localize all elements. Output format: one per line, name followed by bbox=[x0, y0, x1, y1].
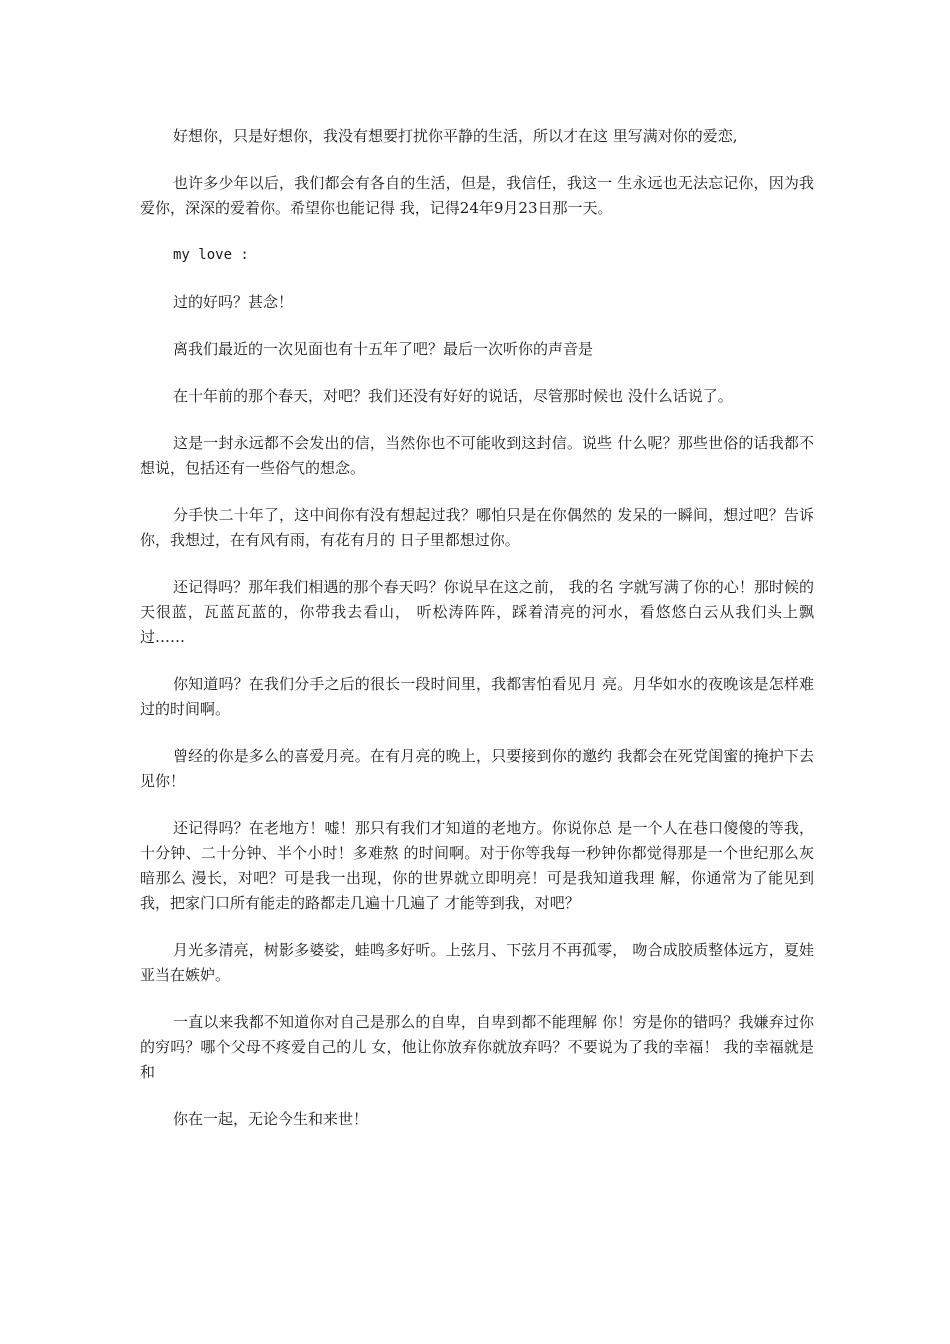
paragraph-13: 月光多清亮，树影多婆娑，蛙鸣多好听。上弦月、下弦月不再孤零， 吻合成胶质整体远方，夏娃亚当在嫉妒。 bbox=[140, 941, 814, 984]
paragraph-14: 一直以来我都不知道你对自己是那么的自卑，自卑到都不能理解 你！穷是你的错吗？我嫌弃过你的穷吗？哪个父母不疼爱自己的儿 女，他让你放弃你就放弃吗？不要说为了我的幸福！ 我的幸福就是和 bbox=[140, 1013, 814, 1081]
salutation: my love : bbox=[173, 247, 249, 263]
paragraph-2: 也许多少年以后，我们都会有各自的生活，但是，我信任，我这一 生永远也无法忘记你，因为我爱你，深深的爱着你。希望你也能记得 我，记得24年9月23日那一天。 bbox=[140, 174, 814, 217]
paragraph-12: 还记得吗？在老地方！嘘！那只有我们才知道的老地方。你说你总 是一个人在巷口傻傻的等我，十分钟、二十分钟、半个小时！多难熬 的时间啊。对于你等我每一秒钟你都觉得那是一个世纪那么灰暗那么 漫长，对吧？可是我一出现，你的世界就立即明亮！可是我知道我理 解，你通常为了能见到我，把家门口所有能走的路都走几遍十几遍了 才能等到我，对吧？ bbox=[140, 819, 814, 912]
paragraph-9: 还记得吗？那年我们相遇的那个春天吗？你说早在这之前， 我的名 字就写满了你的心！那时候的天很蓝，瓦蓝瓦蓝的，你带我去看山， 听松涛阵阵，踩着清亮的河水，看悠悠白云从我们头上飘过…… bbox=[140, 578, 814, 646]
paragraph-6: 在十年前的那个春天，对吧？我们还没有好好的说话，尽管那时候也 没什么话说了。 bbox=[173, 387, 733, 405]
paragraph-1: 好想你，只是好想你，我没有想要打扰你平静的生活，所以才在这 里写满对你的爱恋, bbox=[173, 127, 738, 145]
paragraph-11: 曾经的你是多么的喜爱月亮。在有月亮的晚上，只要接到你的邀约 我都会在死党闺蜜的掩护下去见你！ bbox=[140, 747, 814, 790]
paragraph-8: 分手快二十年了，这中间你有没有想起过我？哪怕只是在你偶然的 发呆的一瞬间，想过吧？告诉你，我想过，在有风有雨，有花有月的 日子里都想过你。 bbox=[140, 506, 814, 549]
paragraph-5: 离我们最近的一次见面也有十五年了吧？最后一次听你的声音是 bbox=[173, 340, 594, 358]
paragraph-15: 你在一起，无论今生和来世！ bbox=[173, 1110, 369, 1128]
letter-body bbox=[140, 124, 814, 1154]
paragraph-10: 你知道吗？在我们分手之后的很长一段时间里，我都害怕看见月 亮。月华如水的夜晚该是怎样难过的时间啊。 bbox=[140, 675, 814, 718]
paragraph-7: 这是一封永远都不会发出的信，当然你也不可能收到这封信。说些 什么呢？那些世俗的话我都不想说，包括还有一些俗气的想念。 bbox=[140, 434, 814, 477]
paragraph-4: 过的好吗？甚念！ bbox=[173, 293, 294, 311]
